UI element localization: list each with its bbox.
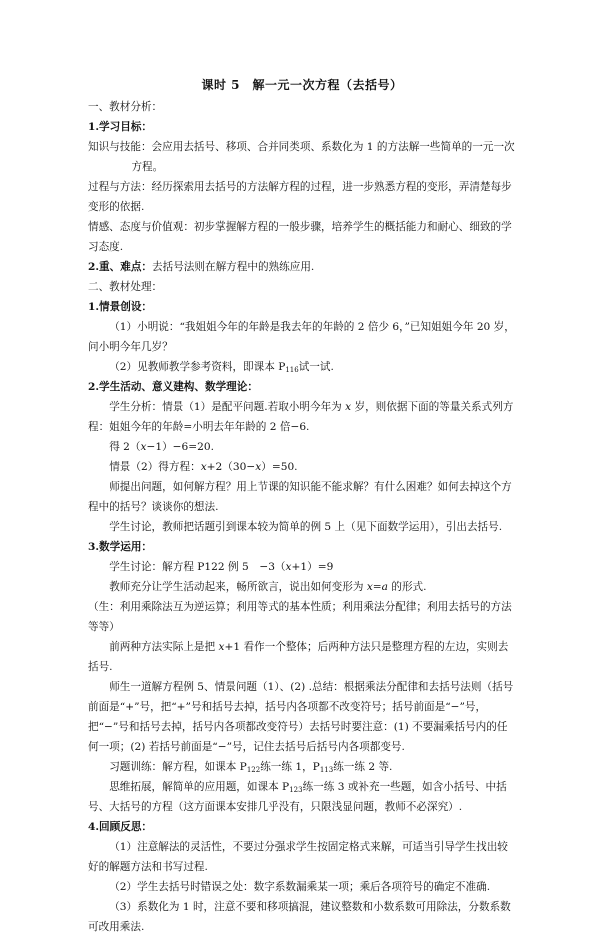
section-1-heading: 一、教材分析： [88,101,163,113]
application-note: （生：利用乘除法互为逆运算；利用等式的基本性质；利用乘法分配律；利用去括号的方法等等） [88,601,512,633]
activity-analysis [88,397,516,437]
reflection-heading: 4.回顾反思： [88,821,153,833]
eq1-var: x [140,441,147,453]
application-practice [88,757,516,777]
activity-analysis-post: 岁，则依据下面的等量关系式列方程：姐姐今年的年龄=小明去年年龄的 2 倍−6. [88,401,514,433]
practice-page-2: 113 [319,766,334,774]
application-expand [88,777,516,817]
document-title: 课时 5 解一元一次方程（去括号） [201,78,403,92]
key-points-text: 去括号法则在解方程中的熟练应用. [152,261,315,273]
activity-equation-2 [88,457,516,477]
reflection-3: （3）系数化为 1 时，注意不要和移项搞混，建议整数和小数系数可用除法，分数系数可改用乘法. [88,901,511,933]
scenario-heading: 1.情景创设： [88,301,153,313]
goal-knowledge: 知识与技能：会应用去括号、移项、合并同类项、系数化为 1 的方法解一些简单的一元一次方程。 [88,141,515,173]
activity-question: 师提出问题，如何解方程？用上节课的知识能不能求解？有什么困难？如何去掉这个方程中的括号？谈谈你的想法. [88,481,512,513]
expand-post: 练一练 3 或补充一些题，如含小括号、中括号、大括号的方程（这方面课本安排几乎没有，只限浅显问题，教师不必深究）. [88,781,507,813]
scenario-2 [88,357,516,377]
activity-equation-1 [88,437,516,457]
application-heading: 3.数学运用： [88,541,153,553]
methods-var: x [218,641,225,653]
activity-heading: 2.学生活动、意义建构、数学理论： [88,381,258,393]
scenario-2-page: 116 [285,366,299,374]
example-pre: 学生讨论：解方程 P122 例 5 −3（ [109,561,286,573]
key-points-label: 2.重、难点： [88,261,153,273]
practice-page-1: 122 [246,766,261,774]
scenario-1: （1）小明说：“我姐姐今年的年龄是我去年的年龄的 2 倍少 6，”已知姐姐今年 20 岁，问小明今年几岁？ [88,321,515,353]
practice-pre: 习题训练：解方程，如课本 P [109,761,247,773]
expand-page: 123 [289,786,303,794]
key-points [88,257,516,277]
example-var: x [285,561,292,573]
methods-pre: 前两种方法实际上是把 [109,641,219,653]
goal-emotion: 情感、态度与价值观：初步掌握解方程的一般步骤，培养学生的概括能力和耐心、细致的学习态度. [88,221,512,253]
practice-mid: 练一练 1，P [260,761,320,773]
application-example [88,557,516,577]
activity-discussion: 学生讨论，教师把话题引到课本较为简单的例 5 上（见下面数学运用），引出去括号. [109,521,503,533]
scenario-2-post: 试一试. [298,361,334,373]
goal-process: 过程与方法：经历探索用去括号的方法解方程的过程，进一步熟悉方程的变形，弄清楚每步变形的依据. [88,181,512,213]
scenario-2-pre: （2）见教师教学参考资料，即课本 P [109,361,286,373]
application-teacher [88,577,516,597]
document-page [88,74,516,937]
eq2-var2: x [255,461,262,473]
practice-post: 练一练 2 等. [333,761,393,773]
activity-analysis-pre: 学生分析：情景（1）是配平问题.若取小明今年为 [109,401,346,413]
eq2-var: x [200,461,207,473]
teacher-pre: 教师充分让学生活动起来，畅所欲言，说出如何变形为 [109,581,367,593]
learning-goals-heading: 1.学习目标： [88,121,153,133]
activity-analysis-var: x [345,401,352,413]
application-rule: 师生一道解方程例 5、情景问题（1）、(2) .总结：根据乘法分配律和去括号法则（括号前面是“+”号，把“+”号和括号去掉，括号内各项都不改变符号；括号前面是“−”号，把“−”号和括号去掉，括号内各项都改变符号）去括号时要注意：(1) 不要漏乘括号内的任何一项；(2) 若括号前面是“−”号，记住去括号后括号内各项都变号. [88,681,514,753]
eq1-pre: 得 2（ [109,441,141,453]
methods-post: +1 看作一个整体；后两种方法只是整理方程的左边，实则去括号. [88,641,509,673]
example-post: +1）=9 [291,561,334,573]
eq1-post: −1）−6=20. [146,441,215,453]
eq2-pre: 情景（2）得方程： [109,461,201,473]
reflection-1: （1）注意解法的灵活性，不要过分强求学生按固定格式来解，可适当引导学生找出较好的解题方法和书写过程. [88,841,508,873]
application-methods [88,637,516,677]
teacher-post: 的形式. [387,581,427,593]
eq2-post: ）=50. [261,461,298,473]
section-2-heading: 二、教材处理： [88,281,163,293]
expand-pre: 思维拓展，解简单的应用题，如课本 P [109,781,290,793]
reflection-2: （2）学生去括号时错误之处：数字系数漏乘某一项；乘后各项符号的确定不准确. [109,881,491,893]
eq2-mid: +2（30− [206,461,256,473]
teacher-var: x=a [366,581,388,593]
